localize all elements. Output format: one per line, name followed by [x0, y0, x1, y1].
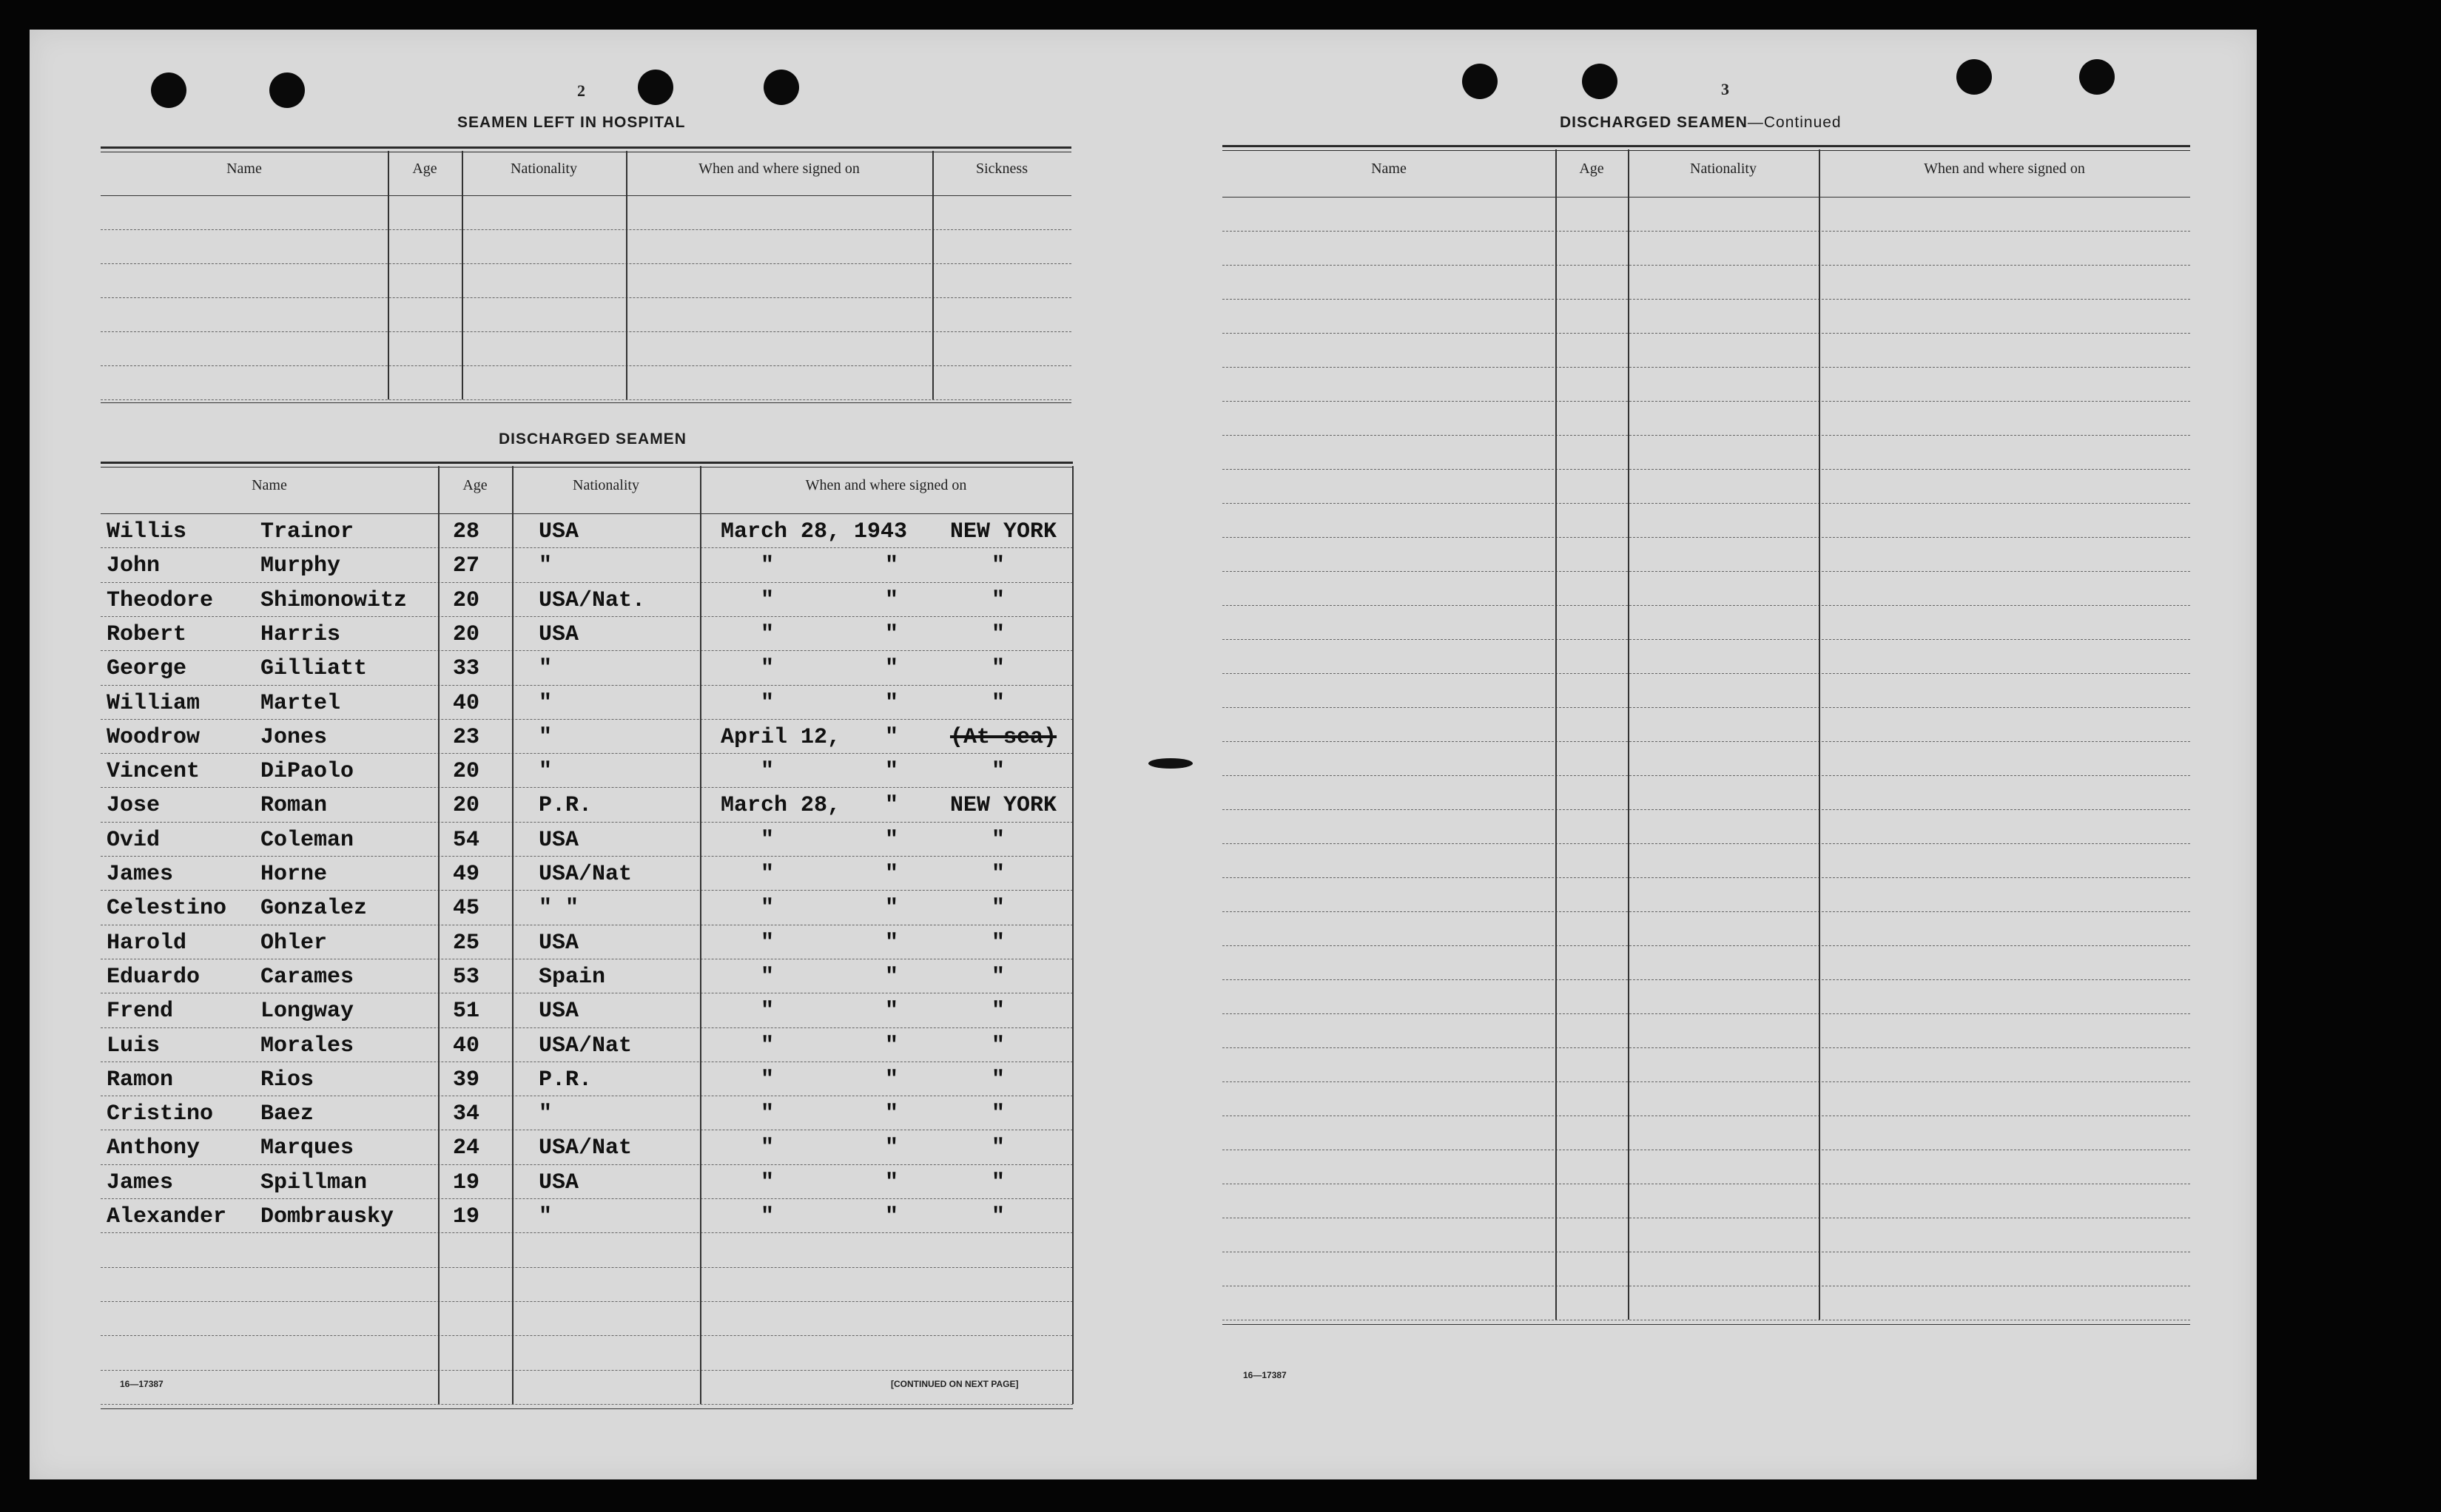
signed-on-date: ": [761, 587, 775, 613]
document-sheet: [30, 30, 2257, 1479]
seaman-first-name: Theodore: [107, 587, 214, 613]
signed-on-date: ": [761, 690, 775, 716]
discharged-row-rule: [101, 1267, 1073, 1268]
seaman-last-name: Spillman: [260, 1170, 368, 1195]
seaman-nationality: Spain: [539, 964, 606, 990]
seaman-first-name: Ovid: [107, 827, 161, 853]
signed-on-date: ": [761, 896, 775, 922]
signed-on-ditto: ": [885, 964, 899, 990]
hospital-col-rule: [932, 151, 934, 399]
signed-on-ditto: ": [885, 1170, 899, 1195]
continued-row-rule: [1222, 435, 2190, 436]
table-row: [101, 722, 1073, 756]
seaman-first-name: George: [107, 656, 187, 682]
signed-on-date: ": [761, 759, 775, 785]
table-row: [101, 928, 1073, 962]
discharged-top-rule: [101, 462, 1073, 464]
seaman-age: 27: [453, 553, 480, 579]
seaman-first-name: Cristino: [107, 1101, 214, 1127]
signed-on-place: ": [991, 1135, 1006, 1161]
seaman-last-name: Gonzalez: [260, 896, 368, 922]
hospital-col-header: Sickness: [976, 161, 1028, 177]
seaman-nationality: USA: [539, 519, 579, 544]
seaman-first-name: Eduardo: [107, 964, 201, 990]
seaman-first-name: James: [107, 862, 174, 887]
continued-row-rule: [1222, 673, 2190, 674]
hospital-row-rule: [101, 399, 1071, 400]
form-number-right: 16—17387: [1243, 1370, 1287, 1380]
continued-row-rule: [1222, 707, 2190, 708]
continued-row-rule: [1222, 367, 2190, 368]
continued-row-rule: [1222, 605, 2190, 606]
seaman-first-name: James: [107, 1170, 174, 1195]
seaman-nationality: USA: [539, 930, 579, 956]
page-number-right: 3: [1721, 80, 1729, 98]
seaman-first-name: Harold: [107, 930, 187, 956]
signed-on-place: ": [991, 862, 1006, 887]
signed-on-ditto: ": [885, 553, 899, 579]
continued-row-rule: [1222, 1081, 2190, 1082]
continued-title: [1560, 114, 1842, 132]
signed-on-place: ": [991, 759, 1006, 785]
table-row: [101, 825, 1073, 859]
signed-on-place: ": [991, 690, 1006, 716]
continued-col-rule: [1628, 149, 1629, 1320]
signed-on-ditto: ": [885, 724, 899, 750]
signed-on-date: ": [761, 930, 775, 956]
seaman-age: 40: [453, 1033, 480, 1059]
signed-on-place: ": [991, 656, 1006, 682]
signed-on-ditto: ": [885, 690, 899, 716]
seaman-last-name: Shimonowitz: [260, 587, 408, 613]
continued-col-header: Age: [1579, 161, 1604, 177]
continued-row-rule: [1222, 741, 2190, 742]
table-row: [101, 893, 1073, 927]
seaman-last-name: Horne: [260, 862, 328, 887]
seaman-last-name: Dombrausky: [260, 1204, 394, 1229]
seaman-first-name: Vincent: [107, 759, 201, 785]
seaman-last-name: Roman: [260, 793, 328, 819]
seaman-first-name: Woodrow: [107, 724, 201, 750]
continued-header-rule: [1222, 197, 2190, 198]
continued-bottom-rule: [1222, 1324, 2190, 1325]
seaman-age: 20: [453, 759, 480, 785]
seaman-first-name: Jose: [107, 793, 161, 819]
seaman-nationality: P.R.: [539, 793, 593, 819]
hospital-top-rule: [101, 146, 1071, 149]
hospital-col-header: Nationality: [511, 161, 577, 177]
signed-on-date: ": [761, 1135, 775, 1161]
hospital-header-rule: [101, 195, 1071, 196]
seaman-nationality: ": [539, 724, 553, 750]
seaman-age: 40: [453, 690, 480, 716]
continued-row-rule: [1222, 1013, 2190, 1014]
continued-row-rule: [1222, 639, 2190, 640]
table-row: [101, 653, 1073, 687]
continued-col-rule: [1555, 149, 1557, 1320]
signed-on-place: ": [991, 587, 1006, 613]
seaman-first-name: Celestino: [107, 896, 227, 922]
signed-on-place: ": [991, 827, 1006, 853]
seaman-nationality: USA: [539, 999, 579, 1025]
signed-on-ditto: ": [885, 827, 899, 853]
hospital-col-rule: [626, 151, 627, 399]
punch-hole: [2079, 59, 2115, 95]
continued-col-header: When and where signed on: [1924, 161, 2085, 177]
form-number-left: 16—17387: [120, 1379, 164, 1389]
signed-on-place: NEW YORK: [950, 793, 1057, 819]
discharged-row-rule: [101, 1370, 1073, 1371]
signed-on-date: April 12,: [721, 724, 841, 750]
seaman-age: 49: [453, 862, 480, 887]
table-row: [101, 516, 1073, 550]
continued-row-rule: [1222, 571, 2190, 572]
seaman-last-name: Carames: [260, 964, 354, 990]
continued-row-rule: [1222, 809, 2190, 810]
signed-on-date: ": [761, 999, 775, 1025]
punch-hole: [1582, 64, 1617, 99]
signed-on-place: NEW YORK: [950, 519, 1057, 544]
seaman-first-name: Luis: [107, 1033, 161, 1059]
continued-row-rule: [1222, 503, 2190, 504]
seaman-last-name: Marques: [260, 1135, 354, 1161]
seaman-last-name: Longway: [260, 999, 354, 1025]
seaman-last-name: Murphy: [260, 553, 341, 579]
signed-on-place: ": [991, 1170, 1006, 1195]
seaman-nationality: USA/Nat: [539, 1033, 633, 1059]
table-row: [101, 1098, 1073, 1133]
seaman-last-name: Jones: [260, 724, 328, 750]
signed-on-place: ": [991, 1204, 1006, 1229]
signed-on-ditto: ": [885, 930, 899, 956]
table-row: [101, 619, 1073, 653]
seaman-nationality: ": [539, 656, 553, 682]
signed-on-date: ": [761, 964, 775, 990]
continued-row-rule: [1222, 537, 2190, 538]
continued-row-rule: [1222, 299, 2190, 300]
signed-on-ditto: ": [885, 621, 899, 647]
punch-hole: [1462, 64, 1498, 99]
seaman-nationality: ": [539, 553, 553, 579]
signed-on-date: ": [761, 827, 775, 853]
punch-hole: [151, 72, 186, 108]
signed-on-place: (At sea): [950, 724, 1057, 750]
discharged-col-header: Name: [252, 477, 287, 493]
signed-on-ditto: ": [885, 1135, 899, 1161]
signed-on-ditto: ": [885, 1033, 899, 1059]
hospital-row-rule: [101, 263, 1071, 264]
continued-row-rule: [1222, 877, 2190, 878]
punch-hole: [764, 70, 799, 105]
punch-hole: [638, 70, 673, 105]
hospital-col-header: Name: [226, 161, 262, 177]
seaman-nationality: USA/Nat: [539, 1135, 633, 1161]
continued-row-rule: [1222, 945, 2190, 946]
continued-row-rule: [1222, 401, 2190, 402]
hospital-title: SEAMEN LEFT IN HOSPITAL: [457, 114, 686, 131]
signed-on-date: ": [761, 553, 775, 579]
seaman-nationality: USA/Nat.: [539, 587, 646, 613]
hospital-bottom-rule: [101, 402, 1071, 403]
continued-title-suffix: —Continued: [1747, 114, 1842, 131]
seaman-age: 33: [453, 656, 480, 682]
signed-on-place: ": [991, 621, 1006, 647]
hospital-row-rule: [101, 365, 1071, 366]
seaman-age: 20: [453, 587, 480, 613]
table-row: [101, 996, 1073, 1030]
discharged-title: DISCHARGED SEAMEN: [499, 431, 687, 448]
signed-on-ditto: ": [885, 656, 899, 682]
punch-hole: [269, 72, 305, 108]
continued-top-rule: [1222, 145, 2190, 147]
seaman-nationality: ": [539, 1101, 553, 1127]
seaman-first-name: Alexander: [107, 1204, 227, 1229]
discharged-col-header: When and where signed on: [805, 477, 967, 493]
seaman-last-name: Morales: [260, 1033, 354, 1059]
signed-on-date: ": [761, 1204, 775, 1229]
seaman-nationality: " ": [539, 896, 579, 922]
continued-row-rule: [1222, 231, 2190, 232]
seaman-age: 25: [453, 930, 480, 956]
hospital-col-header: When and where signed on: [698, 161, 860, 177]
continued-row-rule: [1222, 979, 2190, 980]
seaman-last-name: Martel: [260, 690, 341, 716]
seaman-nationality: P.R.: [539, 1067, 593, 1093]
seaman-first-name: Anthony: [107, 1135, 201, 1161]
continued-row-rule: [1222, 265, 2190, 266]
signed-on-date: ": [761, 1033, 775, 1059]
seaman-age: 20: [453, 621, 480, 647]
seaman-age: 24: [453, 1135, 480, 1161]
seaman-first-name: Willis: [107, 519, 187, 544]
seaman-last-name: Ohler: [260, 930, 328, 956]
signed-on-ditto: ": [885, 1101, 899, 1127]
table-row: [101, 1167, 1073, 1201]
seaman-first-name: Robert: [107, 621, 187, 647]
continued-row-rule: [1222, 843, 2190, 844]
punch-hole: [1956, 59, 1992, 95]
seaman-last-name: Gilliatt: [260, 656, 368, 682]
seaman-last-name: Coleman: [260, 827, 354, 853]
signed-on-place: ": [991, 964, 1006, 990]
signed-on-ditto: ": [885, 862, 899, 887]
seaman-last-name: Harris: [260, 621, 341, 647]
seaman-nationality: USA: [539, 621, 579, 647]
seaman-first-name: William: [107, 690, 201, 716]
signed-on-place: ": [991, 1101, 1006, 1127]
discharged-bottom-rule: [101, 1408, 1073, 1409]
seaman-age: 45: [453, 896, 480, 922]
continued-col-rule: [1819, 149, 1820, 1320]
table-row: [101, 756, 1073, 790]
seaman-last-name: Trainor: [260, 519, 354, 544]
signed-on-ditto: ": [885, 1204, 899, 1229]
discharged-col-header: Nationality: [573, 477, 639, 493]
signed-on-ditto: ": [885, 1067, 899, 1093]
hospital-col-header: Age: [412, 161, 437, 177]
signed-on-date: ": [761, 1067, 775, 1093]
continued-row-rule: [1222, 775, 2190, 776]
seaman-age: 28: [453, 519, 480, 544]
seaman-age: 19: [453, 1170, 480, 1195]
continued-col-header: Nationality: [1690, 161, 1757, 177]
seaman-first-name: Ramon: [107, 1067, 174, 1093]
signed-on-date: March 28, 1943: [721, 519, 908, 544]
hospital-col-rule: [388, 151, 389, 399]
seaman-age: 23: [453, 724, 480, 750]
signed-on-place: ": [991, 896, 1006, 922]
continued-col-header: Name: [1371, 161, 1407, 177]
signed-on-date: ": [761, 621, 775, 647]
hospital-col-rule: [462, 151, 463, 399]
signed-on-ditto: ": [885, 896, 899, 922]
discharged-row-rule: [101, 1335, 1073, 1336]
signed-on-place: ": [991, 553, 1006, 579]
seaman-last-name: DiPaolo: [260, 759, 354, 785]
signed-on-date: March 28,: [721, 793, 841, 819]
hospital-row-rule: [101, 331, 1071, 332]
seaman-age: 39: [453, 1067, 480, 1093]
signed-on-date: ": [761, 1170, 775, 1195]
table-row: [101, 550, 1073, 584]
seaman-nationality: ": [539, 1204, 553, 1229]
signed-on-date: ": [761, 862, 775, 887]
seaman-nationality: USA/Nat: [539, 862, 633, 887]
seaman-nationality: USA: [539, 827, 579, 853]
continued-title-main: DISCHARGED SEAMEN: [1560, 114, 1748, 131]
seaman-age: 54: [453, 827, 480, 853]
seaman-age: 20: [453, 793, 480, 819]
signed-on-ditto: ": [885, 793, 899, 819]
seaman-nationality: USA: [539, 1170, 579, 1195]
signed-on-ditto: ": [885, 999, 899, 1025]
hospital-row-rule: [101, 229, 1071, 230]
page-number-left: 2: [577, 81, 585, 100]
hospital-row-rule: [101, 297, 1071, 298]
seaman-first-name: Frend: [107, 999, 174, 1025]
seaman-last-name: Rios: [260, 1067, 314, 1093]
continued-row-rule: [1222, 469, 2190, 470]
discharged-row-rule: [101, 1404, 1073, 1405]
seaman-age: 34: [453, 1101, 480, 1127]
signed-on-date: ": [761, 1101, 775, 1127]
discharged-row-rule: [101, 1301, 1073, 1302]
signed-on-place: ": [991, 1033, 1006, 1059]
continued-row-rule: [1222, 1047, 2190, 1048]
ink-smudge: [1148, 758, 1193, 769]
seaman-nationality: ": [539, 759, 553, 785]
seaman-age: 53: [453, 964, 480, 990]
seaman-age: 19: [453, 1204, 480, 1229]
table-row: [101, 688, 1073, 722]
signed-on-place: ": [991, 1067, 1006, 1093]
signed-on-ditto: ": [885, 587, 899, 613]
signed-on-ditto: ": [885, 759, 899, 785]
seaman-nationality: ": [539, 690, 553, 716]
discharged-col-header: Age: [462, 477, 488, 493]
seaman-age: 51: [453, 999, 480, 1025]
continued-row-rule: [1222, 911, 2190, 912]
signed-on-date: ": [761, 656, 775, 682]
continued-row-rule: [1222, 333, 2190, 334]
signed-on-place: ": [991, 930, 1006, 956]
discharged-header-rule: [101, 513, 1073, 514]
signed-on-place: ": [991, 999, 1006, 1025]
table-row: [101, 1201, 1073, 1235]
seaman-last-name: Baez: [260, 1101, 314, 1127]
seaman-first-name: John: [107, 553, 161, 579]
continued-note: [CONTINUED ON NEXT PAGE]: [891, 1379, 1019, 1389]
